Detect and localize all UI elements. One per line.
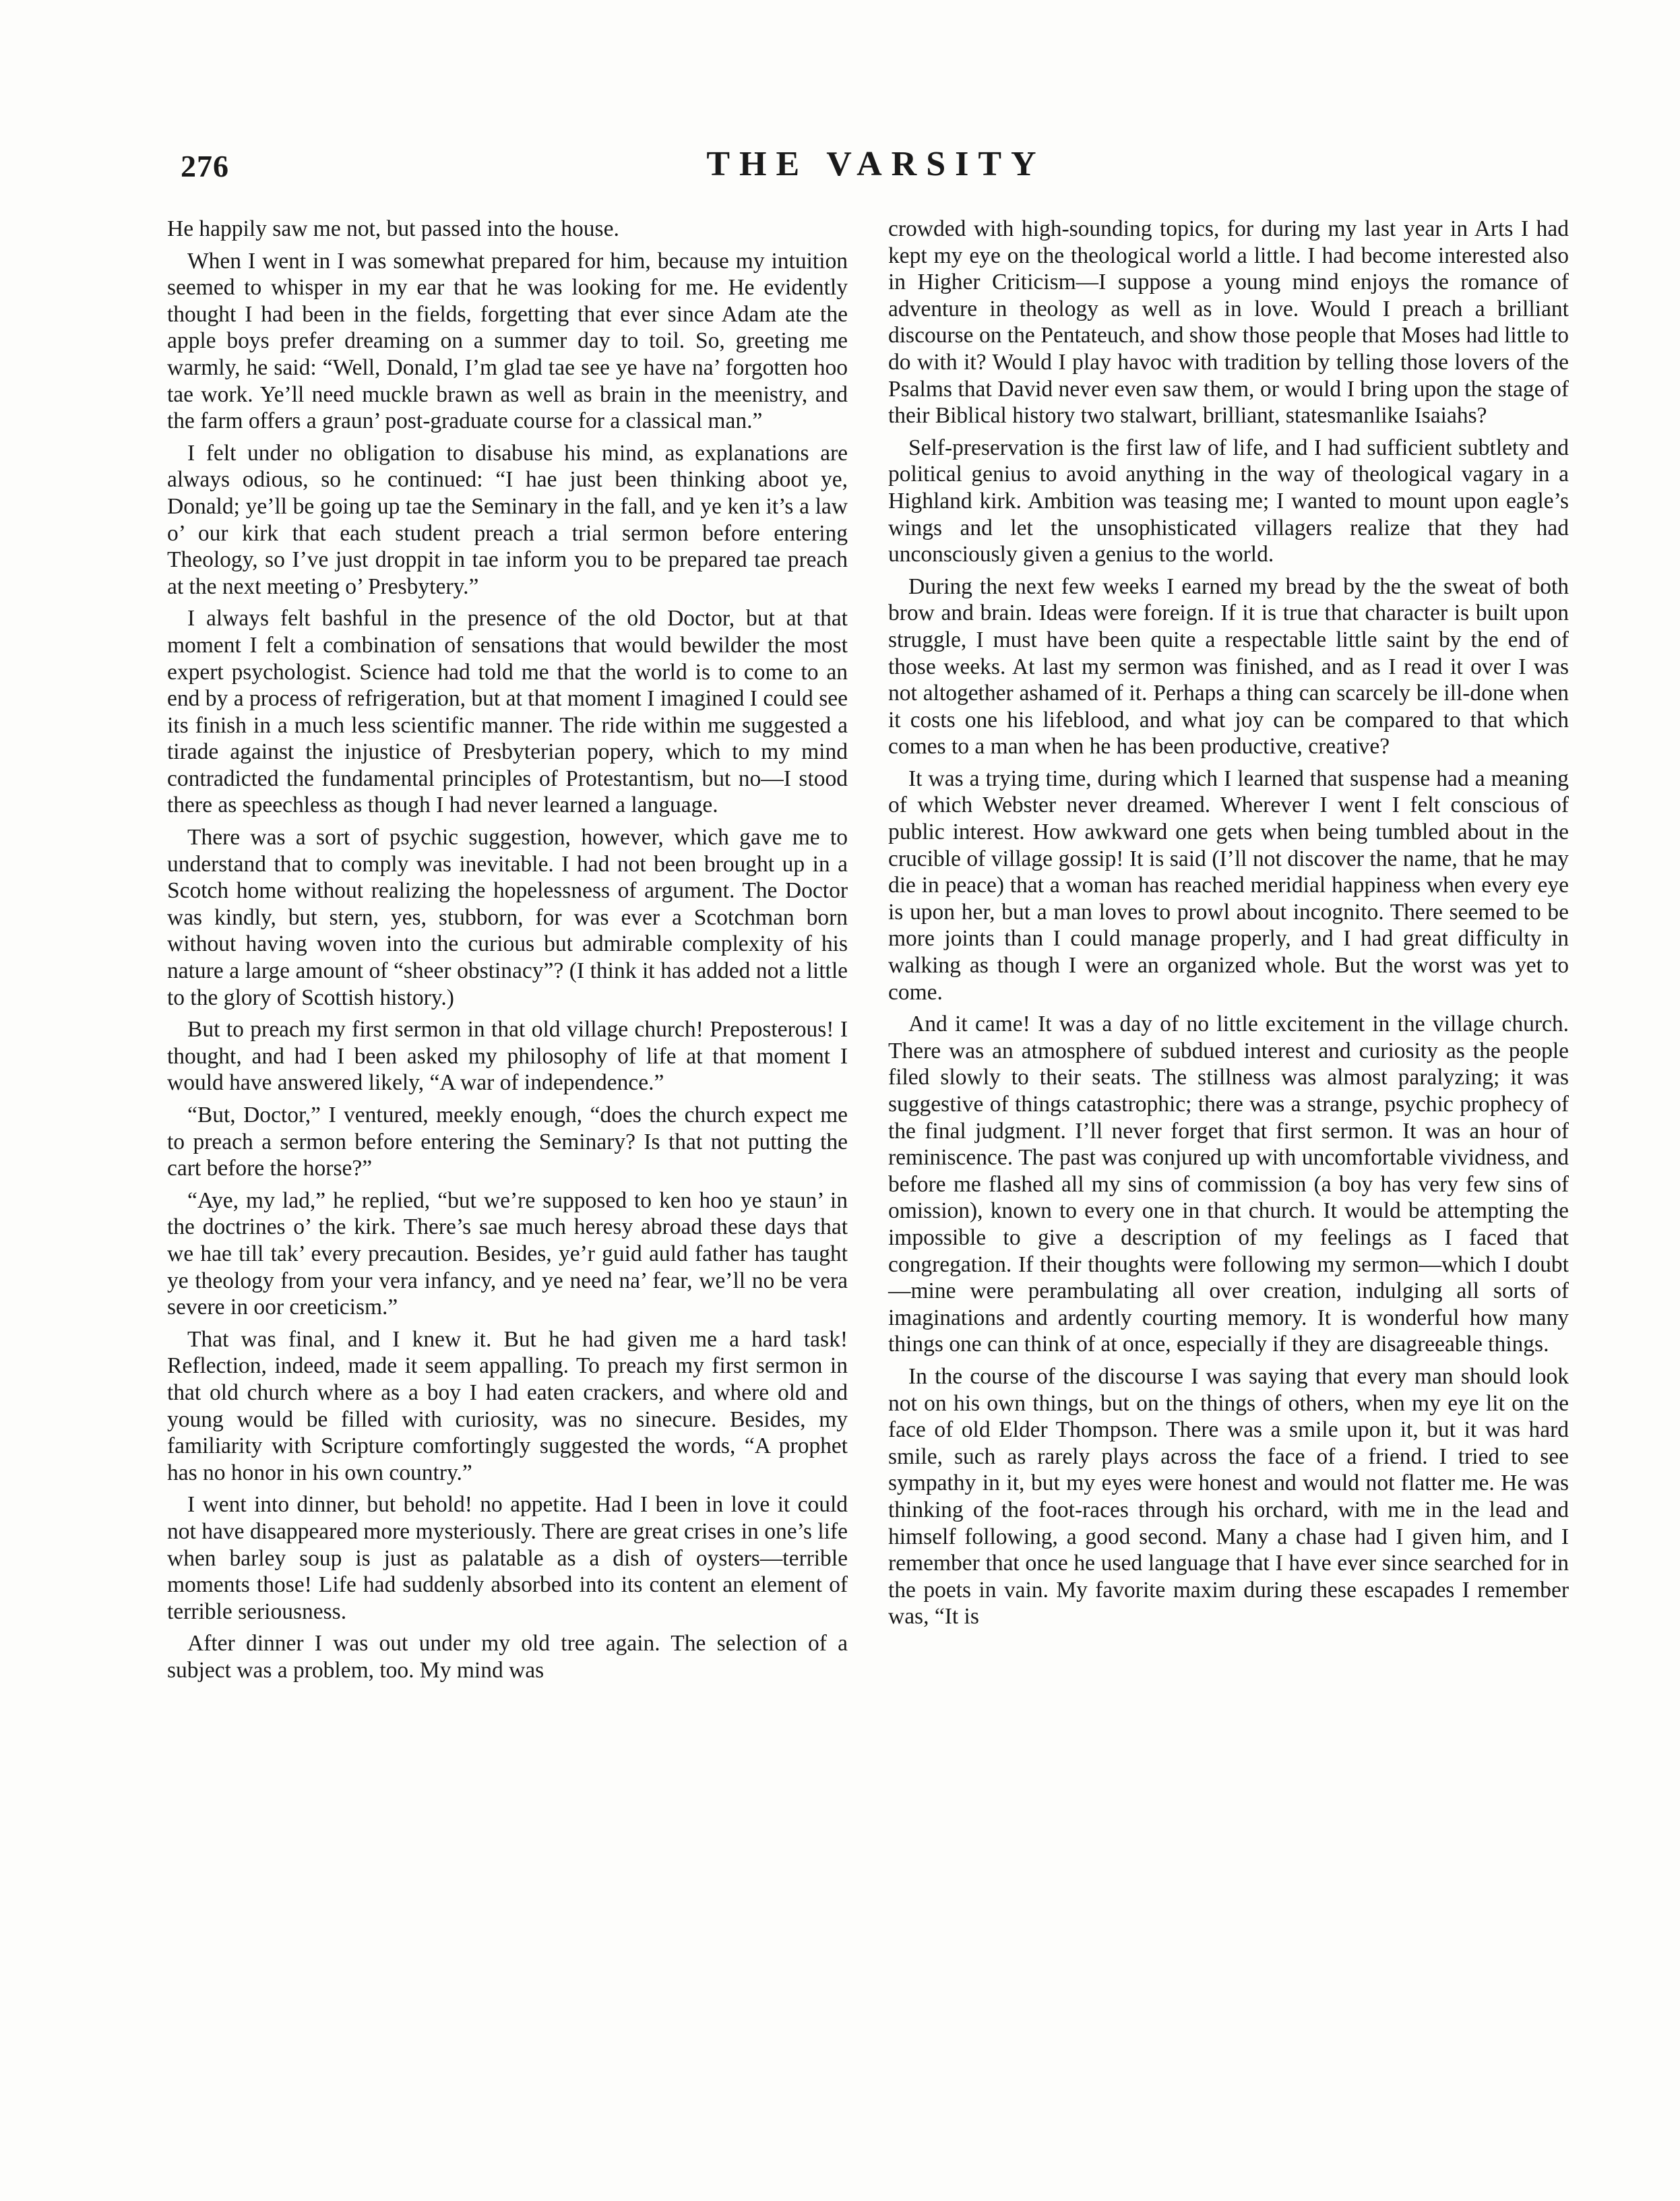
left-column: [167, 216, 848, 1689]
paragraph: But to preach my first sermon in that old village church! Preposterous! I thought, and had I been asked my philosophy of life at that moment I would have answered likely, “A war of independence.”: [167, 1017, 848, 1096]
paragraph: crowded with high-sounding topics, for during my last year in Arts I had kept my eye on the theological world a little. I had become interested also in Higher Criticism—I suppose a young mind enjoys the romance of adventure in theology as well as in love. Would I preach a brilliant discourse on the Pentateuch, and show those people that Moses had little to do with it? Would I play havoc with tradition by telling those lovers of the Psalms that David never even saw them, or would I bring upon the stage of their Biblical history two stalwart, brilliant, statesmanlike Isaiahs?: [888, 216, 1569, 429]
paragraph: I went into dinner, but behold! no appetite. Had I been in love it could not have disappeared more mysteriously. There are great crises in one’s life when barley soup is just as palatable as a dish of oysters—terrible moments those! Life had suddenly absorbed into its content an element of terrible seriousness.: [167, 1492, 848, 1624]
running-head-title: THE VARSITY: [706, 145, 1046, 183]
page-number: 276: [181, 149, 229, 183]
paragraph: Self-preservation is the first law of life, and I had sufficient subtlety and political genius to avoid anything in the way of theological vagary in a Highland kirk. Ambition was teasing me; I wanted to mount upon eagle’s wings and let the unsophisticated villagers realize that they had unconsciously given a genius to the world.: [888, 435, 1569, 567]
paragraph: That was final, and I knew it. But he had given me a hard task! Reflection, indeed, made it seem appalling. To preach my first sermon in that old church where as a boy I had eaten crackers, and where old and young would be filled with curiosity, was no sinecure. Besides, my familiarity with Scripture comfortingly suggested the words, “A prophet has no honor in his own country.”: [167, 1326, 848, 1485]
paragraph: “Aye, my lad,” he replied, “but we’re supposed to ken hoo ye staun’ in the doctrines o’ the kirk. There’s sae much heresy abroad these days that we hae till tak’ every precaution. Besides, ye’r guid auld father has taught ye theology from your vera infancy, and ye need na’ fear, we’ll no be vera severe in oor creeticism.”: [167, 1187, 848, 1320]
paragraph: When I went in I was somewhat prepared for him, because my intuition seemed to whisper in my ear that he was looking for me. He evidently thought I had been in the fields, forgetting that ever since Adam ate the apple boys prefer dreaming on a summer day to toil. So, greeting me warmly, he said: “Well, Donald, I’m glad tae see ye have na’ forgotten hoo tae work. Ye’ll need muckle brawn as well as brain in the meenistry, and the farm offers a graun’ post-graduate course for a classical man.”: [167, 248, 848, 434]
paragraph: “But, Doctor,” I ventured, meekly enough, “does the church expect me to preach a sermon before entering the Seminary? Is that not putting the cart before the horse?”: [167, 1103, 848, 1181]
paragraph: And it came! It was a day of no little excitement in the village church. There was an atmosphere of subdued interest and curiosity as the people filed slowly to their seats. The stillness was almost paralyzing; it was suggestive of things catastrophic; there was a strange, psychic prophecy of the final judgment. I’ll never forget that first sermon. It was an hour of reminiscence. The past was conjured up with uncomfortable vividness, and before me flashed all my sins of commission (a boy has very few sins of omission), known to every one in that church. It would be attempting the impossible to give a description of my feelings as I faced that congregation. If their thoughts were following my sermon—which I doubt—mine were perambulating all over creation, indulging all sorts of imaginations and ardently courting memory. It is wonderful how many things one can think of at once, especially if they are disagreeable things.: [888, 1012, 1569, 1357]
paragraph: During the next few weeks I earned my bread by the the sweat of both brow and brain. Ideas were foreign. If it is true that character is built upon struggle, I must have been quite a respectable little saint by the end of those weeks. At last my sermon was finished, and as I read it over I was not altogether ashamed of it. Perhaps a thing can scarcely be ill-done when it costs one his lifeblood, and what joy can be compared to that which comes to a man when he has been productive, creative?: [888, 574, 1569, 760]
right-column: [888, 216, 1569, 1636]
paragraph: I felt under no obligation to disabuse his mind, as explanations are always odious, so he continued: “I hae just been thinking aboot ye, Donald; ye’ll be going up tae the Seminary in the fall, and ye ken it’s a law o’ our kirk that each student preach a trial sermon before entering Theology, so I’ve just droppit in tae inform you to be prepared tae preach at the next meeting o’ Presbytery.”: [167, 440, 848, 599]
paragraph: In the course of the discourse I was saying that every man should look not on his own things, but on the things of others, when my eye lit on the face of old Elder Thompson. There was a smile upon it, but it was hard smile, such as rarely plays across the face of a friend. I tried to see sympathy in it, but my eyes were honest and would not flatter me. He was thinking of the foot-races through his orchard, with me in the lead and himself following, a good second. Many a chase had I given him, and I remember that once he used language that I have ever since searched for in the poets in vain. My favorite maxim during these escapades I remember was, “It is: [888, 1363, 1569, 1630]
paragraph: I always felt bashful in the presence of the old Doctor, but at that moment I felt a combination of sensations that would bewilder the most expert psychologist. Science had told me that the world is to come to an end by a process of refrigeration, but at that moment I imagined I could see its finish in a much less scientific manner. The ride within me suggested a tirade against the injustice of Presbyterian popery, which to my mind contradicted the fundamental principles of Protestantism, but no—I stood there as speechless as though I had never learned a language.: [167, 606, 848, 818]
paragraph: There was a sort of psychic suggestion, however, which gave me to understand that to comply was inevitable. I had not been brought up in a Scotch home without realizing the hopelessness of argument. The Doctor was kindly, but stern, yes, stubborn, for was ever a Scotchman born without having woven into the curious but admirable complexity of his nature a large amount of “sheer obstinacy”? (I think it has added not a little to the glory of Scottish history.): [167, 825, 848, 1010]
paragraph: After dinner I was out under my old tree again. The selection of a subject was a problem, too. My mind was: [167, 1631, 848, 1683]
paragraph: It was a trying time, during which I learned that suspense had a meaning of which Webster never dreamed. Wherever I went I felt conscious of public interest. How awkward one gets when being tumbled about in the crucible of village gossip! It is said (I’ll not discover the name, that he may die in peace) that a woman has reached meridial happiness when every eye is upon her, but a man loves to prowl about incognito. There seemed to be more joints than I could manage properly, and I had great difficulty in walking as though I were an organized whole. But the worst was yet to come.: [888, 766, 1569, 1005]
paragraph: He happily saw me not, but passed into the house.: [167, 216, 619, 241]
